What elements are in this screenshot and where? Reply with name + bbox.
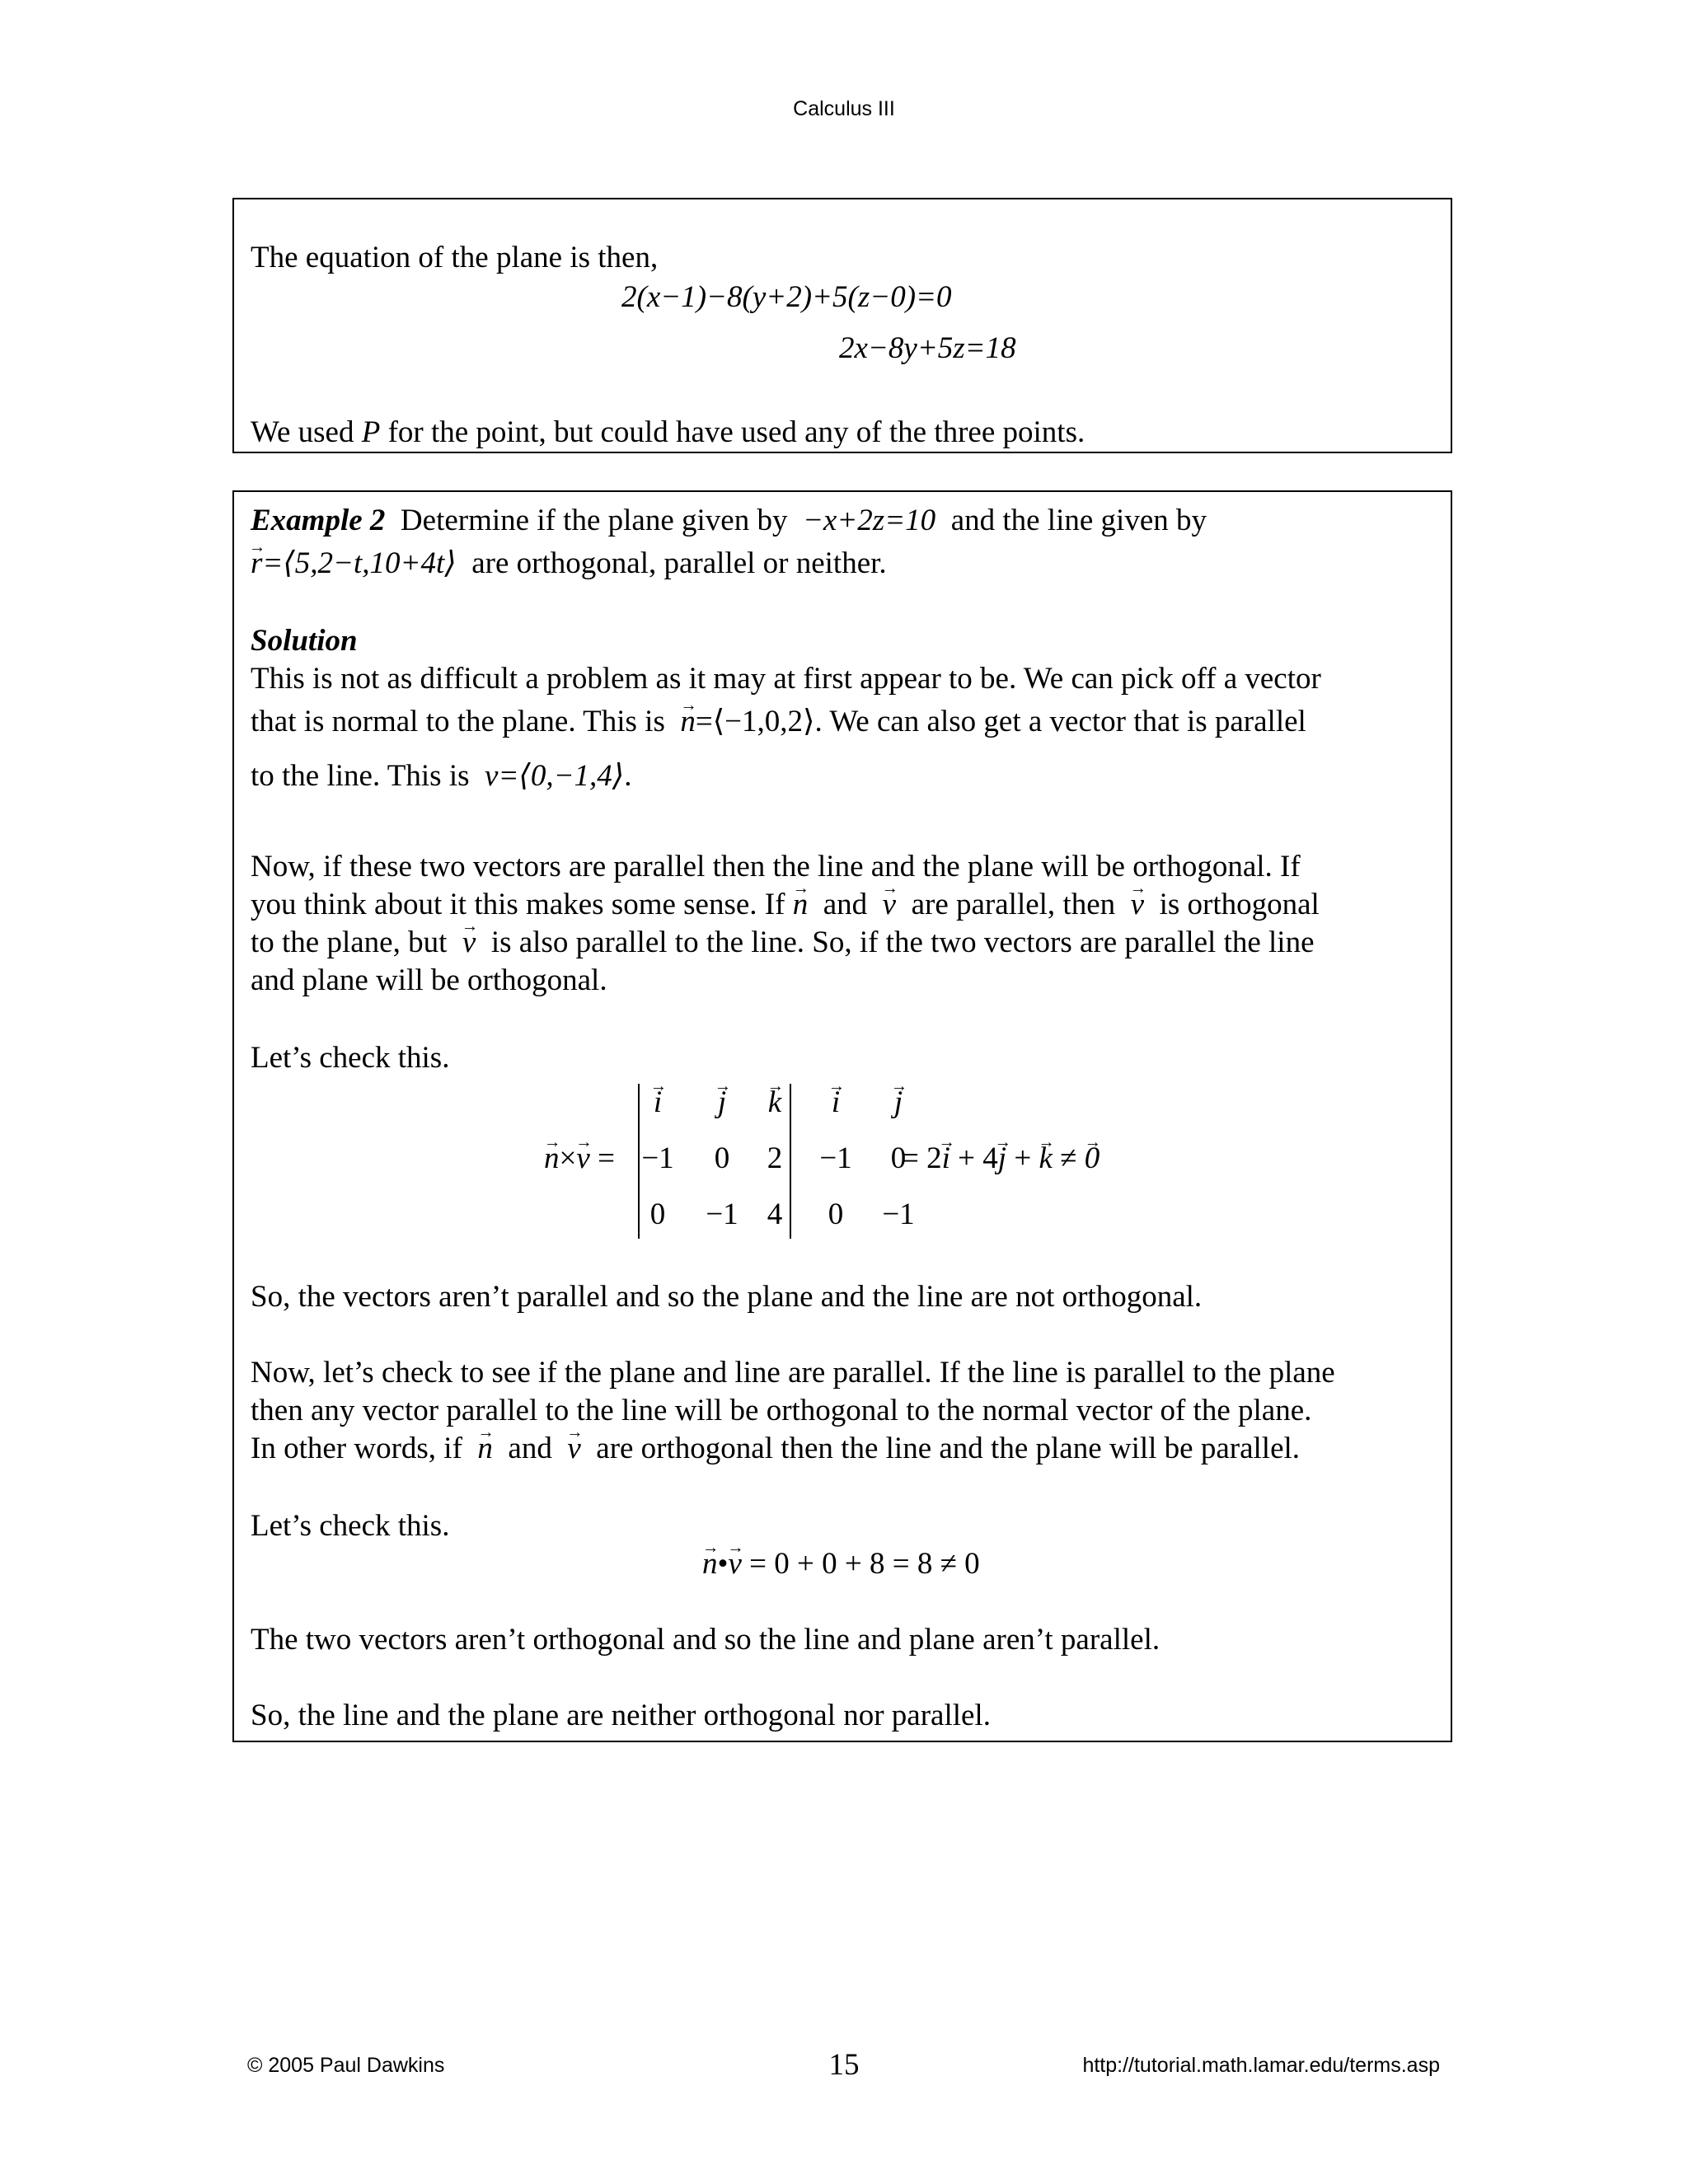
- para2-line1: Now, if these two vectors are parallel then the line and the plane will be orthogonal. If: [251, 850, 1301, 883]
- example-question-line2: r →=⟨5,2−t,10+4t⟩ are orthogonal, parallel or neither.: [251, 548, 887, 579]
- example-label: Example 2: [251, 504, 386, 537]
- box1-intro: The equation of the plane is then,: [251, 241, 659, 274]
- para4-line3: In other words, if n → and v → are orthogonal then the line and the plane will be parallel.: [251, 1433, 1300, 1464]
- solution-heading: Solution: [251, 624, 358, 658]
- determinant-cell: i →: [654, 1087, 662, 1118]
- page-header: Calculus III: [793, 97, 895, 120]
- determinant-cell: j →: [894, 1087, 903, 1118]
- para1-line1: This is not as difficult a problem as it may at first appear to be. We can pick off a vector: [251, 662, 1321, 696]
- para5: The two vectors aren’t orthogonal and so the line and plane aren’t parallel.: [251, 1623, 1160, 1657]
- determinant-cell: 4: [767, 1197, 783, 1231]
- example-box: [232, 490, 1452, 1742]
- para2-line3: to the plane, but v → is also parallel to the line. So, if the two vectors are parallel the line: [251, 927, 1315, 958]
- determinant-cell: 0: [714, 1141, 730, 1175]
- determinant-cell: j →: [718, 1087, 726, 1118]
- determinant-cell: 2: [767, 1141, 783, 1175]
- determinant-cell: k →: [768, 1087, 781, 1118]
- determinant-cell: 0: [828, 1197, 844, 1231]
- para2-line4: and plane will be orthogonal.: [251, 963, 607, 997]
- para4-line2: then any vector parallel to the line will be orthogonal to the normal vector of the plane.: [251, 1394, 1312, 1427]
- example-question-line1: Example 2 Determine if the plane given by −x+2z=10 and the line given by: [251, 504, 1207, 537]
- determinant-cell: 0: [649, 1197, 666, 1231]
- determinant-right-bar: [790, 1084, 791, 1239]
- para4-line1: Now, let’s check to see if the plane and line are parallel. If the line is parallel to the plane: [251, 1356, 1335, 1390]
- determinant-cell: −1: [819, 1141, 852, 1175]
- footer-url[interactable]: http://tutorial.math.lamar.edu/terms.asp: [1082, 2054, 1440, 2077]
- determinant-cell: i →: [832, 1087, 840, 1118]
- plane-equation-simplified: 2x−8y+5z=18: [839, 331, 1016, 365]
- dot-product-equation: n →•v → = 0 + 0 + 8 = 8 ≠ 0: [702, 1549, 980, 1579]
- cross-product-result: = 2i → + 4j → + k → ≠ 0 →: [902, 1143, 1100, 1174]
- box1-note: We used P for the point, but could have used any of the three points.: [251, 415, 1085, 449]
- check-this-2: Let’s check this.: [251, 1509, 450, 1543]
- para2-line2: you think about it this makes some sense. If n → and v → are parallel, then v → is orthogonal: [251, 889, 1320, 920]
- determinant-cell: 0: [890, 1141, 907, 1175]
- determinant-cell: −1: [706, 1197, 738, 1231]
- para6: So, the line and the plane are neither orthogonal nor parallel.: [251, 1699, 991, 1732]
- para3: So, the vectors aren’t parallel and so the plane and the line are not orthogonal.: [251, 1280, 1203, 1314]
- check-this-1: Let’s check this.: [251, 1041, 450, 1075]
- para1-line2: that is normal to the plane. This is n →=⟨−1,0,2⟩. We can also get a vector that is parallel: [251, 706, 1306, 737]
- plane-equation-expanded: 2(x−1)−8(y+2)+5(z−0)=0: [621, 280, 952, 314]
- cross-product-lhs: n →×v → =: [544, 1143, 615, 1174]
- para1-line3: to the line. This is v=⟨0,−1,4⟩.: [251, 759, 632, 793]
- footer-copyright: © 2005 Paul Dawkins: [247, 2054, 445, 2077]
- continuation-box: [232, 198, 1452, 453]
- page-number: 15: [828, 2048, 860, 2082]
- determinant-left-bar: [638, 1084, 640, 1239]
- determinant-cell: −1: [882, 1197, 915, 1231]
- determinant-cell: −1: [641, 1141, 674, 1175]
